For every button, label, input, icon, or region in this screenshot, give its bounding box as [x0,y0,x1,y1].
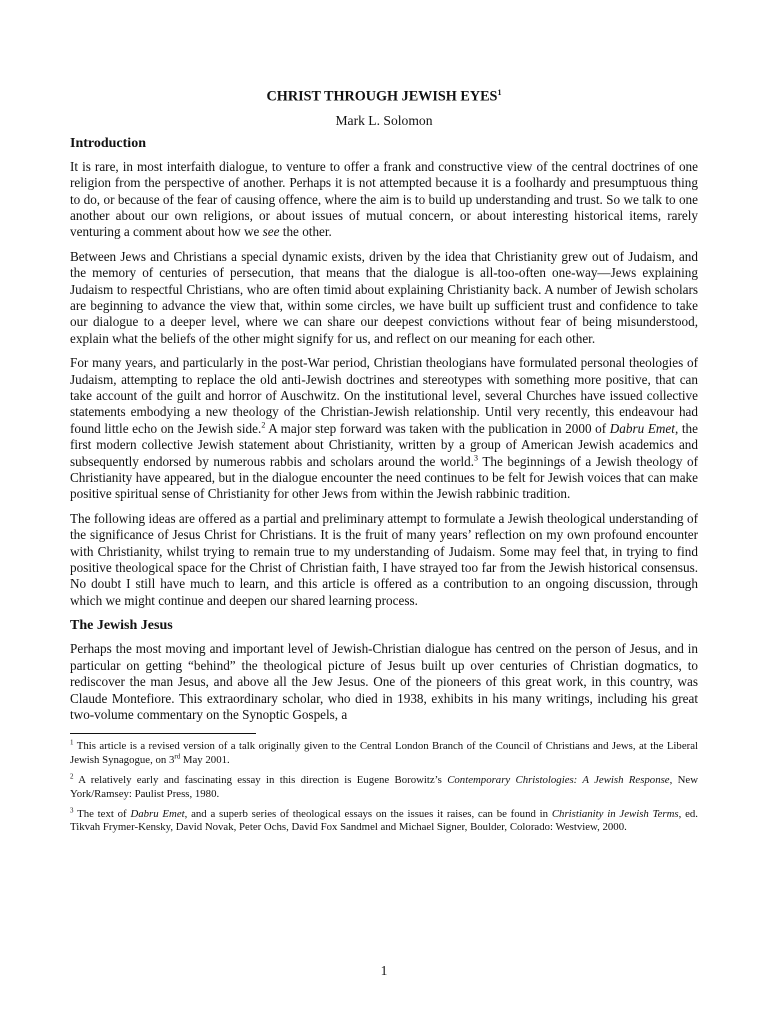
text-run: A relatively early and fascinating essay in this direction is Eugene Borowitz’s [73,774,448,787]
footnote-2 [70,774,698,801]
intro-paragraph-4: The following ideas are offered as a partial and preliminary attempt to formulate a Jewish theological understanding of the significance of Jesus Christ for Christians. It is the fruit of many years’ reflection on my own profound encounter with Christianity, whilst trying to remain true to my understanding of Judaism. Some may feel that, in trying to find positive theological space for the Christ of Christian faith, I have strayed too far from the Jewish historical consensus. No doubt I still have much to learn, and this article is offered as a contribution to an ongoing discussion, through which we might continue and deepen our shared learning process. [70,510,698,608]
text-run: This article is a revised version of a talk originally given to the Central London Branch of the Council of Christians and Jews, at the Liberal Jewish Synagogue, on 3 [70,740,698,766]
emphasis: see [262,224,280,240]
footnote-number: 2 [70,772,74,781]
section-heading-introduction: Introduction [70,135,146,151]
title-footnote-ref: 1 [497,88,502,97]
text-run: May 2001. [180,753,230,766]
author-name: Mark L. Solomon [335,112,433,128]
footnote-3 [70,808,698,835]
jewish-jesus-paragraph-1: Perhaps the most moving and important level of Jewish-Christian dialogue has centred on the person of Jesus, and in particular on getting “behind” the theological picture of Jesus built up over centuries of Christian dogmatics, to rediscover the man Jesus, and above all the Jew Jesus. One of the pioneers of this great work, in this country, was Claude Montefiore. This extraordinary scholar, who died in 1938, exhibits in his many writings, including his great two-volume commentary on the Synoptic Gospels, a [70,641,698,722]
text-run: It is rare, in most interfaith dialogue, to venture to offer a frank and constructive view of the central doctrines of one religion from the perspective of another. Perhaps it is not attempted because it is a foolhardy and presumptuous thing to do, or because of the fear of causing offence, where the aim is to build up understanding and trust. So we talk to one another about our own religions, or about issues of mutual concern, or about interesting historical items, rarely venturing a comment about how we [70,158,698,240]
article-title [70,84,698,106]
footnote-ref-2: 2 [261,420,266,430]
text-run: the other. [279,224,332,240]
text-run: The beginnings of a Jewish theology of Christianity have appeared, but in the dialogue encounter the need continues to be felt for Jewish voices that can make positive spiritual sense of Christianity for other Jews from within the Jewish rabbinic tradition. [70,453,698,502]
text-run: , the first modern collective Jewish statement about Christianity, written by a group of American Jewish academics and subsequently endorsed by numerous rabbis and scholars around the world. [70,420,698,469]
text-run: , and a superb series of theological essays on the issues it raises, can be found in [184,807,552,820]
footnote-ref-3: 3 [474,453,479,463]
emphasis: Dabru Emet [130,807,185,820]
ordinal-suffix: rd [174,752,181,761]
text-run: The text of [73,807,131,820]
footnote-divider [70,733,256,734]
page-number: 1 [380,963,388,978]
text-run: , ed. Tikvah Frymer-Kensky, David Novak, Peter Ochs, David Fox Sandmel and Michael Signer, Boulder, Colorado: Westview, 2000. [70,807,698,834]
title-text: CHRIST THROUGH JEWISH EYES [266,88,498,105]
text-run: For many years, and particularly in the post-War period, Christian theologians have formulated personal theologies of Judaism, attempting to replace the old anti-Jewish doctrines and stereotypes with something more positive, that can take account of the guilt and horror of Auschwitz. On the institutional level, several Churches have issued collective statements embodying a new theology of the Christian-Jewish relationship. Until very recently, this endeavour had found little echo on the Jewish side. [70,355,698,436]
text-run: A major step forward was taken with the publication in 2000 of [265,420,610,436]
intro-paragraph-1 [70,159,698,241]
intro-paragraph-3 [70,355,698,503]
footnote-number: 3 [70,806,74,815]
text-run: , New York/Ramsey: Paulist Press, 1980. [70,774,698,800]
intro-paragraph-2: Between Jews and Christians a special dynamic exists, driven by the idea that Christianity grew out of Judaism, and the memory of centuries of persecution, that means that the dialogue is all-too-often one-way—Jews explaining Judaism to respectful Christians, who are often timid about explaining Christianity back. A number of Jewish scholars are beginning to advance the view that, within some circles, we have built up sufficient trust and confidence to take our dialogue to a deeper level, where we can share our deepest convictions without fear of being misunderstood, explain what the beliefs of the other might signify for us, and reflect on our meaning for each other. [70,248,698,346]
footnote-1 [70,740,698,767]
emphasis: Contemporary Christologies: A Jewish Response [447,774,670,787]
footnote-number: 1 [70,738,74,747]
section-heading-jewish-jesus: The Jewish Jesus [70,618,173,634]
emphasis: Christianity in Jewish Terms [551,807,679,820]
emphasis: Dabru Emet [609,420,675,436]
